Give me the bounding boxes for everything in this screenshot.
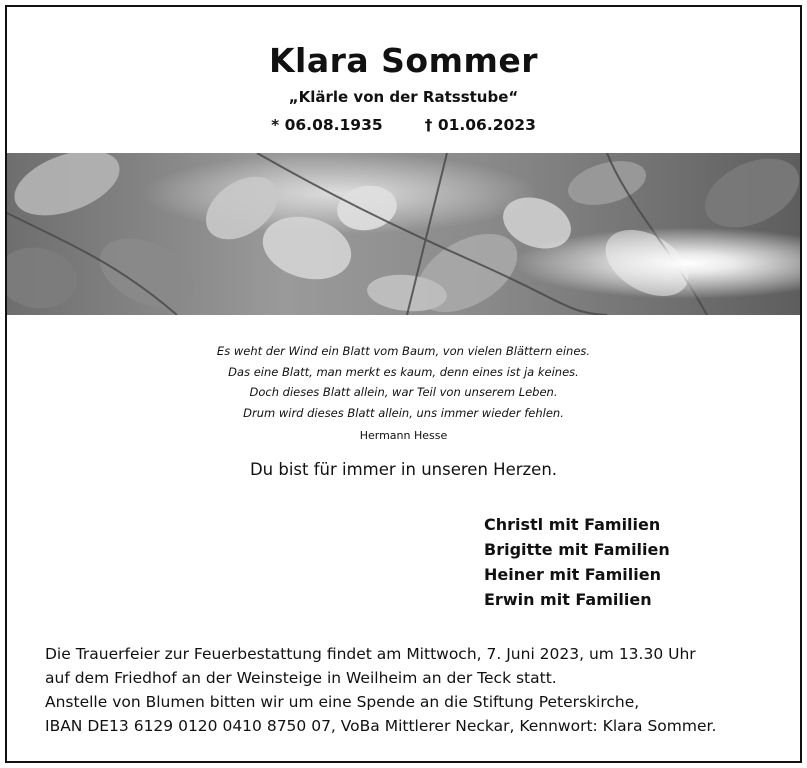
- deceased-name: Klara Sommer: [268, 41, 539, 80]
- ceremony-info: [45, 642, 790, 738]
- birth-date: * 06.08.1935: [271, 116, 383, 134]
- poem-line: Drum wird dieses Blatt allein, uns immer wieder fehlen.: [243, 405, 564, 420]
- poem-author: Hermann Hesse: [359, 429, 448, 442]
- info-line: Anstelle von Blumen bitten wir um eine Spende an die Stiftung Peterskirche,: [45, 693, 640, 711]
- poem: [7, 341, 800, 423]
- poem-line: Das eine Blatt, man merkt es kaum, denn eines ist ja keines.: [228, 364, 579, 379]
- mourner-entry: Heiner mit Familien: [484, 565, 661, 584]
- death-date: † 01.06.2023: [424, 116, 536, 134]
- info-line: Die Trauerfeier zur Feuerbestattung findet am Mittwoch, 7. Juni 2023, um 13.30 Uhr: [45, 645, 696, 663]
- mourner-entry: Erwin mit Familien: [484, 590, 652, 609]
- obituary-notice: [5, 5, 802, 763]
- leaves-sunlight-image: [7, 153, 800, 315]
- mourner-entry: Brigitte mit Familien: [484, 540, 670, 559]
- mourner-entry: Christl mit Familien: [484, 515, 661, 534]
- mourners-list: [484, 512, 670, 612]
- poem-line: Doch dieses Blatt allein, war Teil von unserem Leben.: [249, 385, 558, 399]
- memorial-line: Du bist für immer in unseren Herzen.: [249, 460, 558, 479]
- info-line: IBAN DE13 6129 0120 0410 8750 07, VoBa Mittlerer Neckar, Kennwort: Klara Sommer.: [45, 717, 717, 735]
- deceased-nickname: „Klärle von der Ratsstube“: [288, 88, 519, 106]
- poem-line: Es weht der Wind ein Blatt vom Baum, von vielen Blättern eines.: [216, 344, 591, 358]
- life-dates: [7, 116, 800, 134]
- info-line: auf dem Friedhof an der Weinsteige in Weilheim an der Teck statt.: [45, 669, 557, 687]
